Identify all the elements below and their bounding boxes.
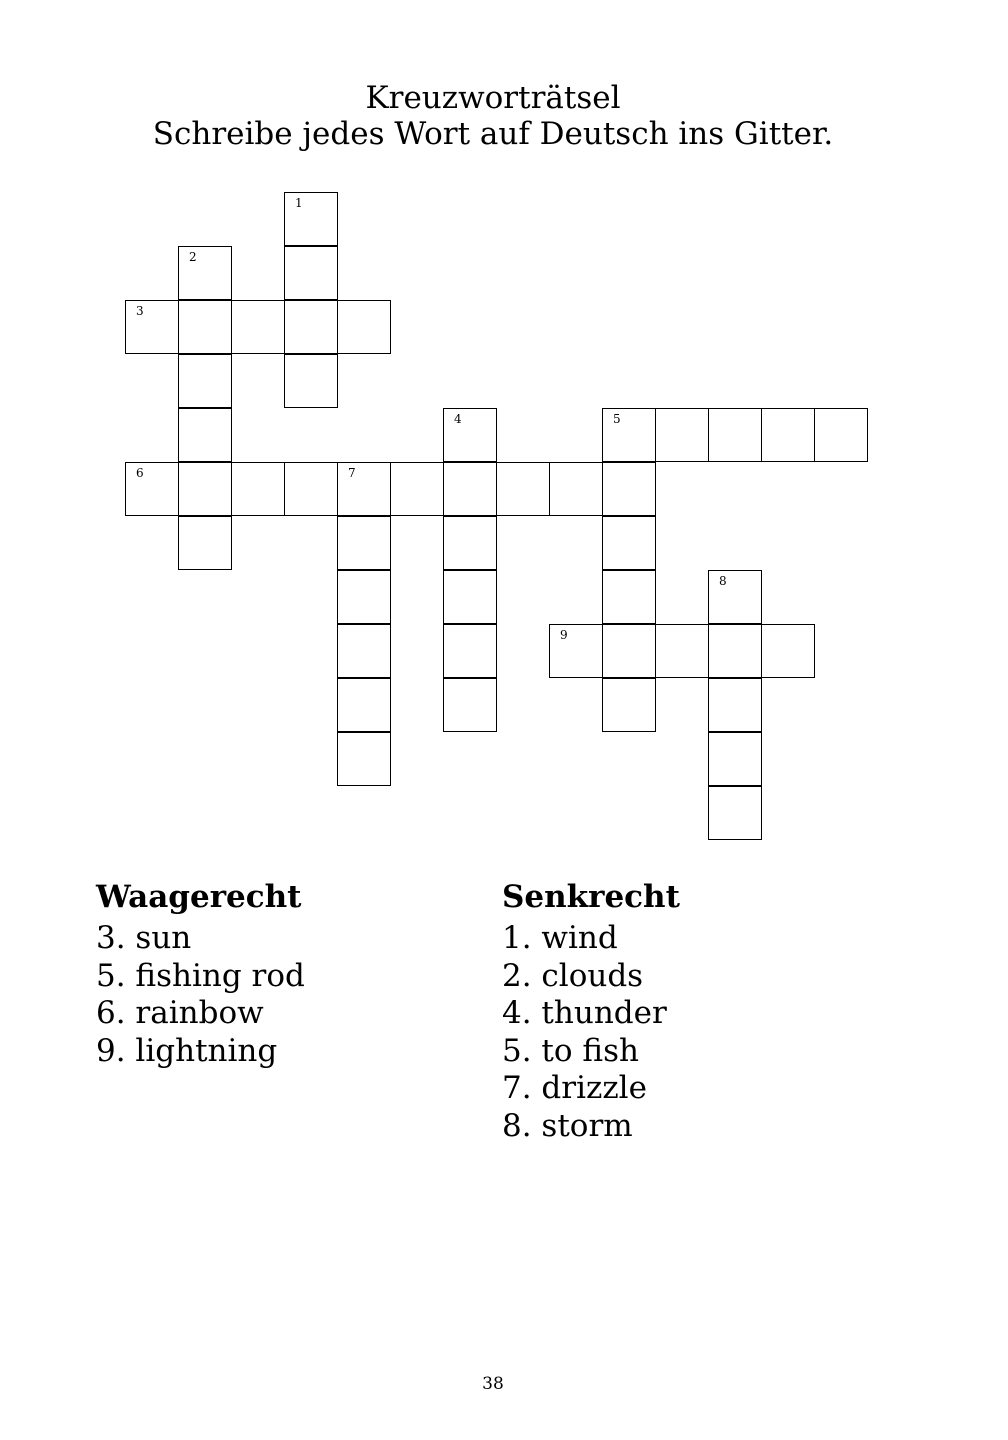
grid-cell[interactable] <box>337 570 391 624</box>
grid-cell[interactable] <box>602 624 656 678</box>
clue-number: 7 <box>348 466 356 480</box>
clue-item: 8. storm <box>502 1107 633 1144</box>
page-number: 38 <box>482 1374 504 1394</box>
puzzle-instruction: Schreibe jedes Wort auf Deutsch ins Gitter. <box>152 116 834 152</box>
grid-cell[interactable] <box>443 570 497 624</box>
grid-cell[interactable] <box>655 624 709 678</box>
grid-cell[interactable] <box>443 462 497 516</box>
grid-cell[interactable] <box>231 462 285 516</box>
grid-cell[interactable] <box>231 300 285 354</box>
grid-cell[interactable] <box>708 678 762 732</box>
clue-number: 5 <box>613 412 621 426</box>
grid-cell[interactable] <box>602 570 656 624</box>
clue-number: 6 <box>136 466 144 480</box>
grid-cell[interactable] <box>337 462 391 516</box>
grid-cell[interactable] <box>284 246 338 300</box>
grid-cell[interactable] <box>602 408 656 462</box>
grid-cell[interactable] <box>337 624 391 678</box>
clue-number: 9 <box>560 628 568 642</box>
grid-cell[interactable] <box>284 192 338 246</box>
grid-cell[interactable] <box>337 300 391 354</box>
grid-cell[interactable] <box>708 624 762 678</box>
across-clues <box>96 878 305 1070</box>
grid-cell[interactable] <box>178 246 232 300</box>
grid-cell[interactable] <box>708 570 762 624</box>
grid-cell[interactable] <box>178 516 232 570</box>
grid-cell[interactable] <box>284 354 338 408</box>
clue-item: 1. wind <box>502 920 618 956</box>
clue-number: 4 <box>454 412 462 426</box>
clue-item: 9. lightning <box>96 1032 278 1069</box>
down-clue-list <box>502 920 680 1145</box>
across-clue-list <box>96 920 305 1070</box>
across-heading: Waagerecht <box>96 879 302 915</box>
clue-number: 2 <box>189 250 197 264</box>
grid-cell[interactable] <box>443 678 497 732</box>
grid-cell[interactable] <box>284 300 338 354</box>
grid-cell[interactable] <box>549 462 603 516</box>
grid-cell[interactable] <box>443 624 497 678</box>
grid-cell[interactable] <box>125 300 179 354</box>
clue-item: 2. clouds <box>502 957 644 994</box>
grid-cell[interactable] <box>602 678 656 732</box>
grid-cell[interactable] <box>761 408 815 462</box>
clue-number: 1 <box>295 196 303 210</box>
grid-cell[interactable] <box>761 624 815 678</box>
grid-cell[interactable] <box>125 462 179 516</box>
grid-cell[interactable] <box>496 462 550 516</box>
clue-number: 3 <box>136 304 144 318</box>
grid-cell[interactable] <box>602 462 656 516</box>
grid-cell[interactable] <box>602 516 656 570</box>
grid-cell[interactable] <box>178 462 232 516</box>
grid-cell[interactable] <box>178 408 232 462</box>
grid-cell[interactable] <box>814 408 868 462</box>
grid-cell[interactable] <box>708 786 762 840</box>
grid-cell[interactable] <box>178 354 232 408</box>
grid-cell[interactable] <box>284 462 338 516</box>
clue-item: 5. to fish <box>502 1032 639 1069</box>
grid-cell[interactable] <box>337 732 391 786</box>
down-heading: Senkrecht <box>502 879 680 915</box>
clue-item: 6. rainbow <box>96 995 264 1031</box>
puzzle-title: Kreuzworträtsel <box>365 80 621 116</box>
grid-cell[interactable] <box>178 300 232 354</box>
grid-cell[interactable] <box>443 408 497 462</box>
clue-item: 7. drizzle <box>502 1070 647 1106</box>
grid-cell[interactable] <box>549 624 603 678</box>
clue-item: 3. sun <box>96 920 192 956</box>
clue-item: 5. fishing rod <box>96 957 305 994</box>
grid-cell[interactable] <box>708 408 762 462</box>
clue-number: 8 <box>719 574 727 588</box>
down-clues <box>502 878 680 1145</box>
grid-cell[interactable] <box>708 732 762 786</box>
grid-cell[interactable] <box>337 516 391 570</box>
grid-cell[interactable] <box>337 678 391 732</box>
grid-cell[interactable] <box>655 408 709 462</box>
grid-cell[interactable] <box>390 462 444 516</box>
clue-item: 4. thunder <box>502 995 667 1031</box>
grid-cell[interactable] <box>443 516 497 570</box>
